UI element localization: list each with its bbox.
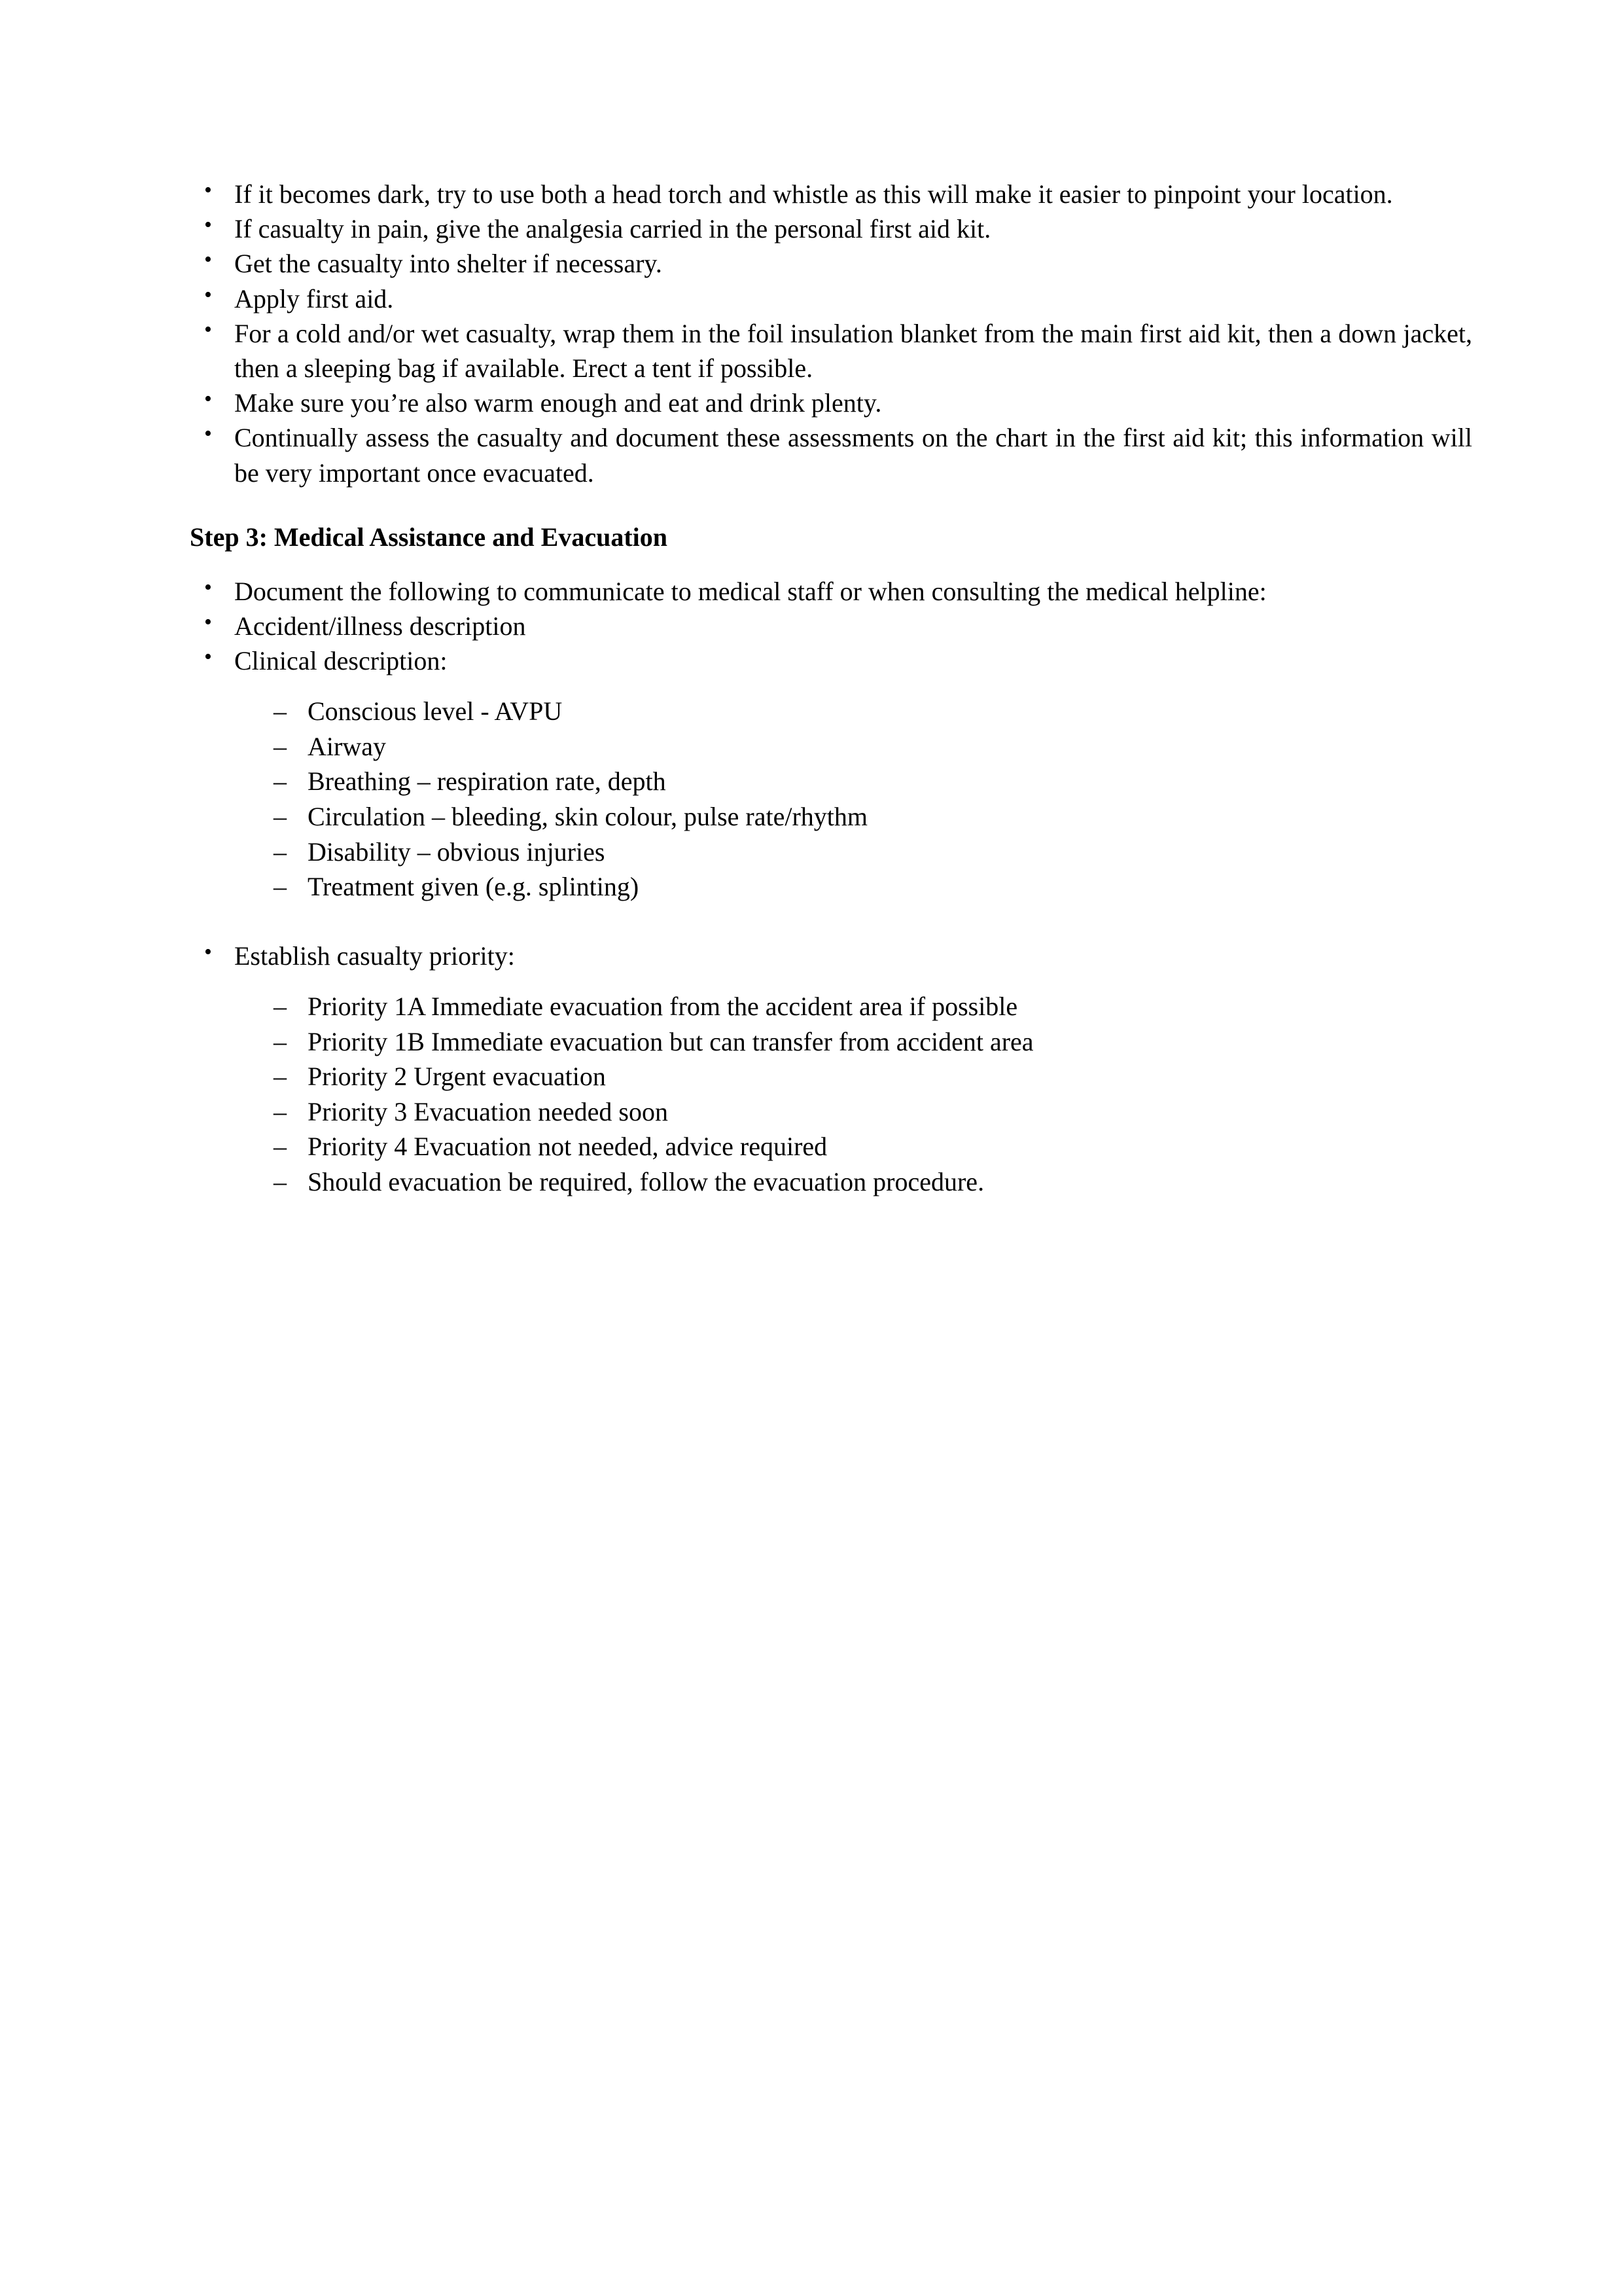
list-item: – Treatment given (e.g. splinting) [190,869,1472,905]
bullet-group-2 [190,246,1472,281]
list-item: – Priority 4 Evacuation not needed, advice required [190,1129,1472,1164]
list-item: • Clinical description: [190,643,1472,678]
casualty-priority-sublist [190,989,1472,1200]
list-item: • For a cold and/or wet casualty, wrap them in the foil insulation blanket from the main first aid kit, then a down jacket, then a sleeping bag if available. Erect a tent if possible. [190,316,1472,386]
list-item: • Get the casualty into shelter if necessary. [190,246,1472,281]
spacer [190,905,1472,939]
list-item: • Continually assess the casualty and document these assessments on the chart in the first aid kit; this information will be very important once evacuated. [190,420,1472,490]
bullet-group-casualty-priority [190,939,1472,973]
bullet-group-4 [190,316,1472,421]
bullet-group-3 [190,281,1472,316]
list-item: – Priority 2 Urgent evacuation [190,1059,1472,1094]
bullet-group-6 [190,574,1472,643]
list-item: – Disability – obvious injuries [190,834,1472,870]
list-item: • Apply first aid. [190,281,1472,316]
list-item: – Priority 1A Immediate evacuation from the accident area if possible [190,989,1472,1024]
list-item: – Conscious level - AVPU [190,694,1472,729]
list-item: – Circulation – bleeding, skin colour, pulse rate/rhythm [190,799,1472,834]
list-item: – Priority 3 Evacuation needed soon [190,1094,1472,1130]
list-item: – Should evacuation be required, follow the evacuation procedure. [190,1164,1472,1200]
list-item: • Make sure you’re also warm enough and eat and drink plenty. [190,386,1472,420]
bullet-group-5 [190,420,1472,490]
document-content [190,177,1472,1200]
bullet-group-clinical-description [190,643,1472,678]
list-item: • Establish casualty priority: [190,939,1472,973]
list-item: – Airway [190,729,1472,764]
list-item: • Accident/illness description [190,609,1472,643]
list-item: – Priority 1B Immediate evacuation but can transfer from accident area [190,1024,1472,1060]
clinical-description-sublist [190,694,1472,905]
list-item: • Document the following to communicate to medical staff or when consulting the medical helpline: [190,574,1472,609]
bullet-group-1 [190,177,1472,246]
list-item: • If it becomes dark, try to use both a head torch and whistle as this will make it easier to pinpoint your location. [190,177,1472,211]
list-item: • If casualty in pain, give the analgesia carried in the personal first aid kit. [190,211,1472,246]
list-item: – Breathing – respiration rate, depth [190,764,1472,799]
section-heading-step-3: Step 3: Medical Assistance and Evacuation [190,522,668,552]
